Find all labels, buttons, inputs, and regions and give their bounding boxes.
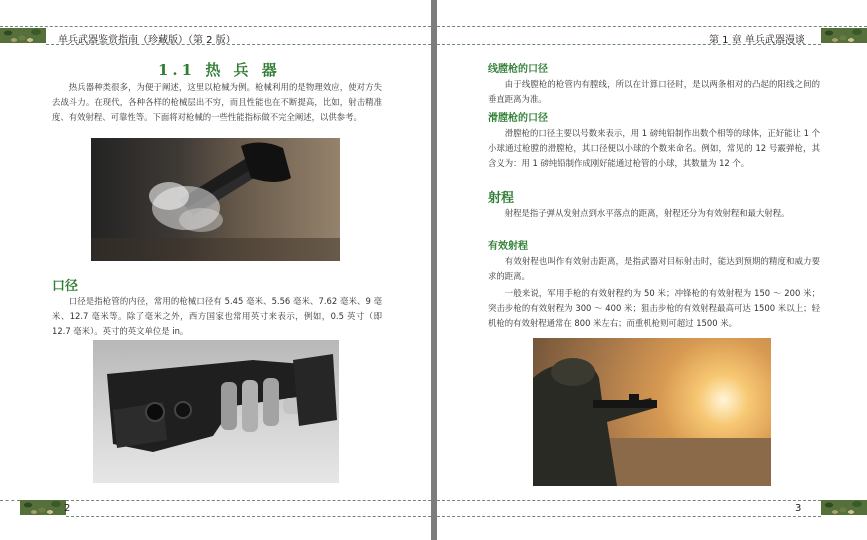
- shotgun-firing-photo: [91, 138, 340, 261]
- effective-range-heading: 有效射程: [488, 241, 528, 252]
- range-heading: 射程: [488, 191, 515, 206]
- chapter-header: 第 1 章 单兵武器漫谈: [709, 35, 805, 46]
- camo-header-decoration: [821, 28, 867, 43]
- left-page: [0, 0, 431, 540]
- right-page: [437, 0, 867, 540]
- range-paragraph: 射程是指子弹从发射点到水平落点的距离，射程还分为有效射程和最大射程。: [504, 208, 790, 218]
- rifled-caliber-heading: 线膛枪的口径: [488, 64, 548, 75]
- book-title-header: 单兵武器鉴赏指南（珍藏版）（第 2 版）: [58, 35, 236, 46]
- footer-rule-bottom: [66, 516, 431, 517]
- header-top-rule: [437, 26, 867, 27]
- smooth-caliber-heading: 滑膛枪的口径: [488, 113, 548, 124]
- smooth-caliber-paragraph: 滑膛枪的口径主要以号数来表示，用 1 磅纯铅制作出数个相等的球体，正好能让 1 个小球通过枪膛的滑膛枪，其口径便以小球的个数来命名。例如，常见的 12 号霰弹枪，其含义为：用 1 磅纯铅制作成刚好能通过枪管的小球，其数量为 12 个。: [488, 128, 820, 168]
- page-number: 2: [64, 503, 71, 514]
- header-bottom-rule: [46, 44, 431, 45]
- camo-header-decoration: [0, 28, 46, 43]
- header-top-rule: [0, 26, 431, 27]
- footer-rule-bottom: [437, 516, 821, 517]
- page-number: 3: [795, 503, 802, 514]
- pistol-and-bullets-photo: [93, 340, 339, 483]
- rifled-caliber-paragraph: 由于线膛枪的枪管内有膛线，所以在计算口径时，是以两条相对的凸起的阳线之间的垂直距离为准。: [488, 79, 820, 104]
- soldier-aiming-photo: [533, 338, 771, 486]
- camo-footer-decoration: [20, 500, 66, 515]
- camo-footer-decoration: [821, 500, 867, 515]
- footer-left-rule: [0, 500, 20, 501]
- footer-rule: [66, 500, 431, 501]
- effective-range-examples: 一般来说，军用手枪的有效射程约为 50 米；冲锋枪的有效射程为 150 ～ 200 米；突击步枪的有效射程为 300 ～ 400 米；狙击步枪的有效射程最高可达 1500 米以上；轻机枪的有效射程通常在 800 米左右；而重机枪则可超过 1500 米。: [488, 288, 820, 328]
- section-title: 1.1 热 兵 器: [158, 61, 281, 79]
- effective-range-paragraph: 有效射程也叫作有效射击距离，是指武器对目标射击时，能达到预期的精度和威力要求的距离。: [488, 256, 820, 281]
- footer-rule: [437, 500, 821, 501]
- caliber-heading: 口径: [52, 279, 79, 294]
- intro-paragraph: 热兵器种类很多，为便于阐述，这里以枪械为例。枪械利用的是物理效应，使对方失去战斗力。在现代，各种各样的枪械层出不穷，而且性能也在不断提高，比如，射击精准度、有效射程、可靠性等。下面将对枪械的一些性能指标做不完全阐述，以供参考。: [52, 82, 382, 122]
- caliber-paragraph: 口径是指枪管的内径，常用的枪械口径有 5.45 毫米、5.56 毫米、7.62 毫米、9 毫米、12.7 毫米等。除了毫米之外，西方国家也常用英寸来表示，例如，0.5 英寸（即 12.7 毫米）。英寸的英文单位是 in。: [52, 296, 382, 336]
